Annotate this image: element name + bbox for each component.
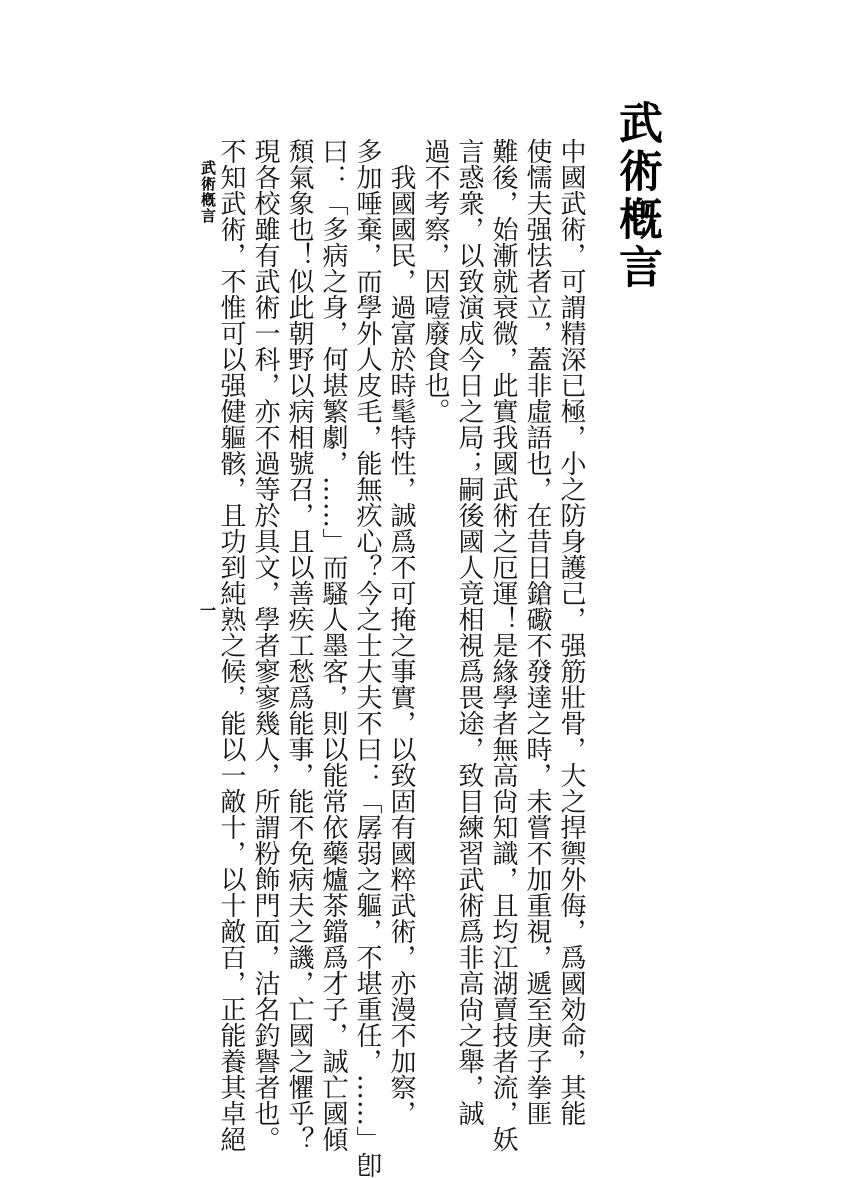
text-column-9: 頹氣象也！似此朝野以病相號召，且以善疾工愁爲能事，能不免病夫之譏，亡國之懼乎？	[284, 138, 314, 1152]
text-column-1: 中國武術，可謂精深已極，小之防身護己，强筋壯骨，大之捍禦外侮，爲國効命，其能	[556, 138, 586, 1126]
text-column-8: 曰：「多病之身，何堪繁劇，……」而騷人墨客，則以能常依藥爐茶鐺爲才子，誠亡國傾	[318, 138, 348, 1152]
text-column-11: 不知武術，不惟可以强健軀骸，且功到純熟之候，能以一敵十，以十敵百，正能養其卓絕	[216, 138, 246, 1152]
page-title: 武術槪言	[611, 100, 662, 292]
text-column-5: 過不考察，因噎廢食也。	[420, 138, 450, 424]
running-head: 武術槪言	[199, 160, 217, 224]
text-column-10: 現各校雖有武術一科，亦不過等於具文，學者寥寥幾人，所謂粉飾門面，沽名釣譽者也。	[250, 138, 280, 1152]
text-column-3: 難後，始漸就衰微，此實我國武術之厄運！是緣學者無高尙知識，且均江湖賣技者流，妖	[488, 138, 518, 1152]
text-column-6: 我國國民，過富於時髦特性，誠爲不可掩之事實，以致固有國粹武術，亦漫不加察，	[386, 164, 416, 1126]
text-column-2: 使懦夫强怯者立，蓋非虛語也，在昔日鎗礮不發達之時，未嘗不加重視，遞至庚子拳匪	[522, 138, 552, 1126]
text-column-7: 多加唾棄，而學外人皮毛，能無疚心？今之士大夫不曰：「孱弱之軀，不堪重任，……」卽	[352, 138, 382, 1178]
page-number: 一	[200, 601, 217, 620]
page-margin-left	[0, 0, 120, 850]
text-column-4: 言惑衆，以致演成今日之局；嗣後國人竟相視爲畏途，致目練習武術爲非高尙之舉，誠	[454, 138, 484, 1126]
body-text	[214, 138, 588, 1178]
